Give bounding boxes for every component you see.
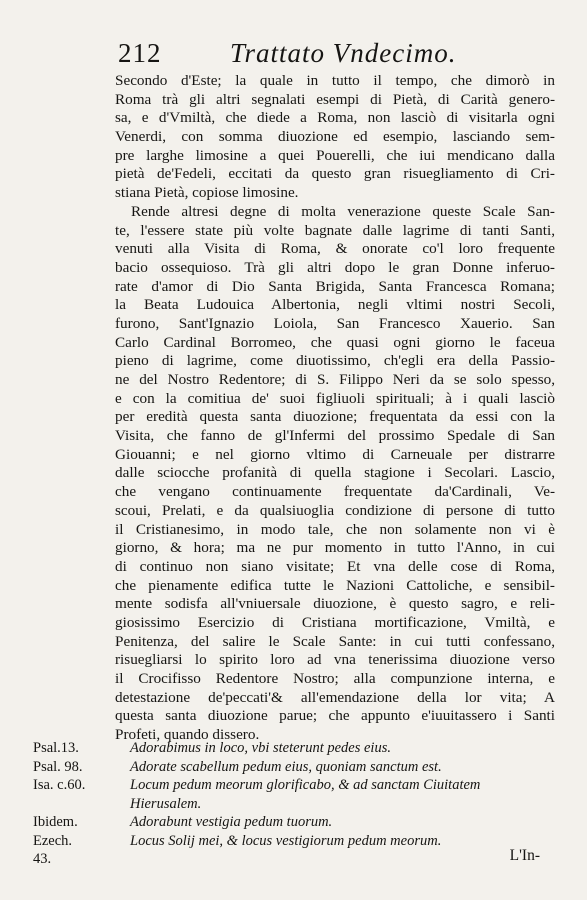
catchword: L'In- [509, 847, 540, 864]
text-line: per eredità questa santa diuozione; frequentata da essi con la [115, 408, 555, 426]
text-line: risuegliarsi lo spirito loro ad vna tenerissima diuozione verso [115, 651, 555, 669]
text-line: giorno, & hora; ma ne pur momento in tutto l'Anno, in cui [115, 539, 555, 557]
text-line: venuti alla Visita di Roma, & onorate co'l loro frequente [115, 240, 555, 258]
margin-reference: Isa. c.60. [33, 777, 86, 793]
text-line: dalle sciocche profanità di quella stagione i Secolari. Lascio, [115, 464, 555, 482]
quotation-text: Adorate scabellum pedum eius, quoniam sanctum est. [130, 758, 442, 775]
margin-reference: Ezech. [33, 832, 73, 849]
quotation-text: Adorabimus in loco, vbi steterunt pedes eius. [130, 740, 391, 756]
text-line: pietà de'Fedeli, eccitati da questo gran risuegliamento di Cri- [115, 165, 555, 183]
text-line: ne del Nostro Redentore; di S. Filippo Neri da se solo spesso, [115, 371, 555, 388]
text-line: il Cristianesimo, in modo tale, che non solamente non vi è [115, 520, 555, 538]
text-line: mente sodisfa all'vniuersale diuozione, è questo sagro, e reli- [115, 595, 555, 613]
text-line: scoui, Prelati, e da qualsiuoglia condizione di persone di tutto [115, 501, 555, 519]
text-line: rate d'amor di Dio Santa Brigida, Santa Francesca Romana; [115, 277, 555, 295]
text-line: di continuo non siano visitate; Et vna delle cose di Roma, [115, 557, 555, 575]
text-line: Rende altresi degne di molta venerazione queste Scale San- [131, 202, 555, 220]
text-line: il Crocifisso Redentore Nostro; alla compunzione interna, e [115, 670, 555, 687]
quotation-row [0, 850, 587, 869]
text-line: e con la comitiua de' suoi figliuoli spirituali; à i quali lasciò [115, 389, 555, 407]
quotation-text: Adorabunt vestigia pedum tuorum. [130, 814, 333, 830]
text-line: te, l'essere state più volte bagnate dalle lagrime di tanti Santi, [115, 221, 555, 239]
text-line: Penitenza, del salire le Scale Sante: in cui tutti confessano, [115, 632, 555, 650]
text-line: pre larghe limosine a quei Pouerelli, che iui mendicano dalla [115, 146, 555, 164]
text-line: pieno di lagrime, come diuotissimo, ch'egli era della Passio- [115, 352, 555, 370]
quotation-row [0, 795, 587, 814]
text-line: la Beata Ludouica Albertonia, negli vltimi nostri Secoli, [115, 296, 555, 314]
page-number: 212 [118, 38, 162, 68]
quotation-row [0, 739, 587, 758]
text-line: bacio ossequioso. Trà gli altri dopo le gran Donne inferuo- [115, 258, 555, 276]
text-line: furono, Sant'Ignazio Loiola, San Francesco Xauerio. San [115, 314, 555, 332]
text-line: che vengano continuamente frequentate da'Cardinali, Ve- [115, 483, 555, 501]
quotation-text: Locus Solij mei, & locus vestigiorum pedum meorum. [130, 832, 442, 849]
margin-reference: 43. [33, 851, 52, 867]
text-line: giosissimo Esercizio di Cristiana mortificazione, Vmiltà, e [115, 613, 555, 631]
quotation-text: Hierusalem. [130, 795, 202, 812]
scripture-quotations [0, 739, 587, 869]
text-line: che pienamente edifica tutte le Nazioni Cattoliche, e sensibil- [115, 576, 555, 594]
margin-reference: Psal.13. [33, 740, 79, 756]
quotation-row [0, 776, 587, 795]
margin-reference: Ibidem. [33, 814, 78, 830]
body-text [115, 72, 555, 745]
text-line: Roma trà gli altri segnalati esempi di Pietà, di Carità genero- [115, 90, 555, 108]
text-line: Profeti, quando dissero. [115, 726, 260, 744]
running-title: Trattato Vndecimo. [230, 38, 457, 68]
quotation-row [0, 758, 587, 777]
margin-reference: Psal. 98. [33, 758, 83, 775]
text-line: sa, e d'Vmiltà, che diede a Roma, non lasciò di visitarla ogni [115, 109, 555, 127]
text-line: questa santa diuozione parue; che appunto e'iuuitassero i Santi [115, 707, 555, 725]
text-line: detestazione de'peccati'& all'emendazione della lor vita; A [115, 688, 555, 706]
text-line: stiana Pietà, copiose limosine. [115, 184, 299, 202]
page-header [118, 36, 547, 70]
text-line: Secondo d'Este; la quale in tutto il tempo, che dimorò in [115, 72, 555, 89]
text-line: Visita, che fanno de gl'Infermi del prossimo Spedale di San [115, 427, 555, 445]
quotation-text: Locum pedum meorum glorificabo, & ad sanctam Ciuitatem [130, 777, 481, 793]
quotation-row [0, 832, 587, 851]
text-line: Giouanni; e nel giorno vltimo di Carneuale per distrarre [115, 445, 555, 463]
text-line: Venerdi, con somma diuozione ed esempio, lasciando sem- [115, 128, 555, 146]
text-line: Carlo Cardinal Borromeo, che quasi ogni giorno le faceua [115, 333, 555, 351]
quotation-row [0, 813, 587, 832]
